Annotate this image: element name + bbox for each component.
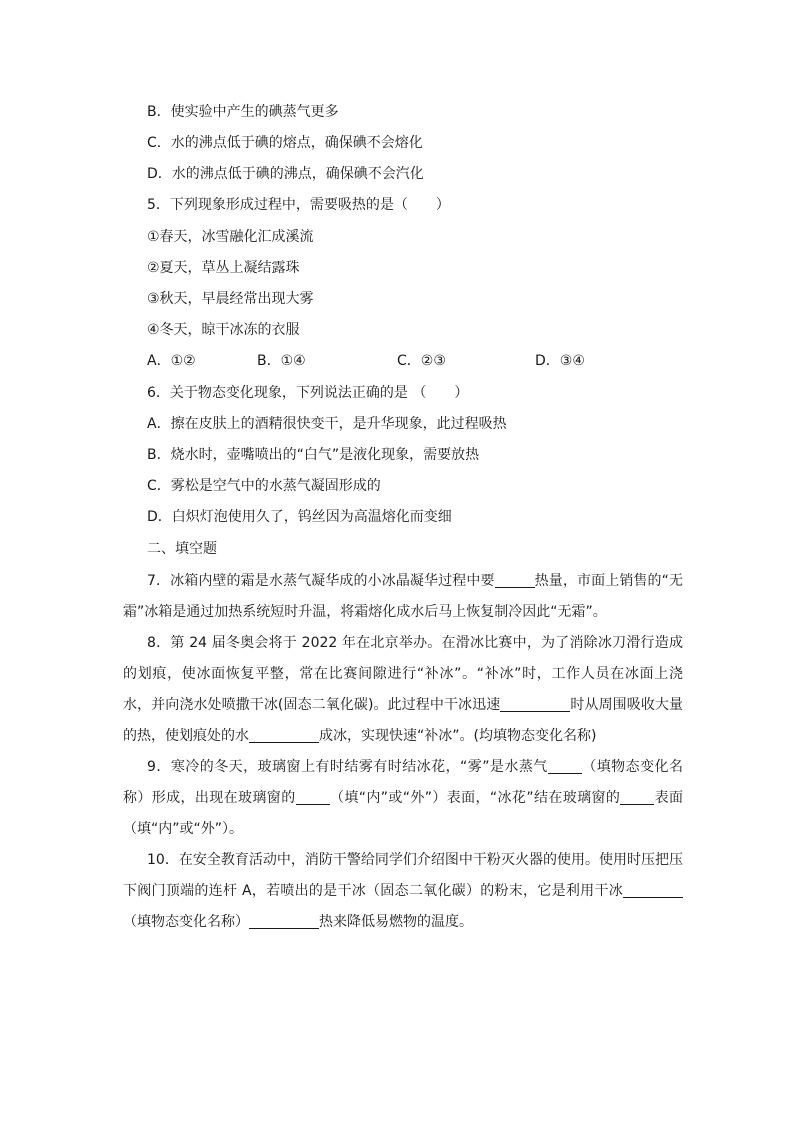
q7-answer-blank[interactable]	[495, 573, 535, 588]
q8-answer-blank-1[interactable]	[500, 697, 570, 712]
section-title-fill-in: 二、填空题	[147, 541, 217, 557]
q5-option-a: A．①②	[147, 353, 196, 369]
q6-option-d: D．白炽灯泡使用久了，钨丝因为高温熔化而变细	[147, 509, 452, 525]
q5-item-2: ②夏天，草丛上凝结露珠	[147, 260, 300, 276]
q6-option-c: C．雾松是空气中的水蒸气凝固形成的	[147, 478, 381, 494]
q4-option-b: B．使实验中产生的碘蒸气更多	[147, 104, 339, 120]
q5-option-d: D．③④	[535, 353, 585, 369]
q5-option-c: C．②③	[397, 353, 446, 369]
q9-answer-blank-3[interactable]	[620, 790, 654, 805]
q6-option-a: A．擦在皮肤上的酒精很快变干，是升华现象，此过程吸热	[147, 416, 507, 432]
q7-text-1: 7．冰箱内壁的霜是水蒸气凝华成的小冰晶凝华过程中要	[147, 573, 495, 589]
q9-answer-blank-1[interactable]	[548, 759, 582, 774]
q5-item-3: ③秋天，早晨经常出现大雾	[147, 291, 314, 307]
question-8	[123, 628, 683, 752]
q9-text-4: 表面（填“内”或“外”）。	[123, 790, 683, 837]
q10-answer-blank-1[interactable]	[623, 883, 683, 898]
q5-stem: 5．下列现象形成过程中，需要吸热的是（ ）	[147, 197, 450, 213]
q7-text-2: 热量，市面上销售的“无霜”冰箱是通过加热系统短时升温，将霜熔化成水后马上恢复制冷因此“无霜”。	[123, 573, 684, 620]
q4-option-d: D．水的沸点低于碘的沸点，确保碘不会汽化	[147, 166, 424, 182]
q10-text-2: （填物态变化名称）	[123, 914, 249, 930]
q8-text-1: 8．第 24 届冬奥会将于 2022 年在北京举办。在滑冰比赛中，为了消除冰刀滑行造成的划痕，使冰面恢复平整，常在比赛间隙进行“补冰”。“补冰”时，工作人员在冰面上浇水，并向浇水处喷撒干冰(固态二氧化碳)。此过程中干冰迅速	[123, 635, 683, 713]
q10-text-3: 热来降低易燃物的温度。	[319, 914, 473, 930]
q10-answer-blank-2[interactable]	[249, 914, 319, 929]
q10-text-1: 10．在安全教育活动中，消防干警给同学们介绍图中干粉灭火器的使用。使用时压把压下阀门顶端的连杆 A，若喷出的是干冰（固态二氧化碳）的粉末，它是利用干冰	[123, 852, 683, 899]
q8-text-2: 时从周围吸收大量的热，使划痕处的水	[123, 697, 683, 744]
q9-text-2: （填物态变化名称）形成，出现在玻璃窗的	[123, 759, 684, 806]
q9-text-3: （填“内”或“外”）表面，“冰花”结在玻璃窗的	[329, 790, 621, 806]
q5-item-4: ④冬天，晾干冰冻的衣服	[147, 322, 300, 338]
question-9	[123, 752, 683, 845]
q6-option-b: B．烧水时，壶嘴喷出的“白气”是液化现象，需要放热	[147, 447, 480, 463]
q6-stem: 6．关于物态变化现象，下列说法正确的是 （ ）	[147, 385, 469, 401]
q5-option-b: B．①④	[257, 353, 306, 369]
q9-answer-blank-2[interactable]	[296, 790, 330, 805]
question-7	[123, 566, 683, 628]
q5-item-1: ①春天，冰雪融化汇成溪流	[147, 229, 314, 245]
q8-text-3: 成冰，实现快速“补冰”。(均填物态变化名称)	[319, 728, 597, 744]
q4-option-c: C．水的沸点低于碘的熔点，确保碘不会熔化	[147, 135, 423, 151]
q8-answer-blank-2[interactable]	[249, 728, 319, 743]
q9-text-1: 9．寒冷的冬天，玻璃窗上有时结雾有时结冰花，“雾”是水蒸气	[147, 759, 548, 775]
q5-options	[147, 351, 647, 371]
question-10	[123, 845, 683, 938]
